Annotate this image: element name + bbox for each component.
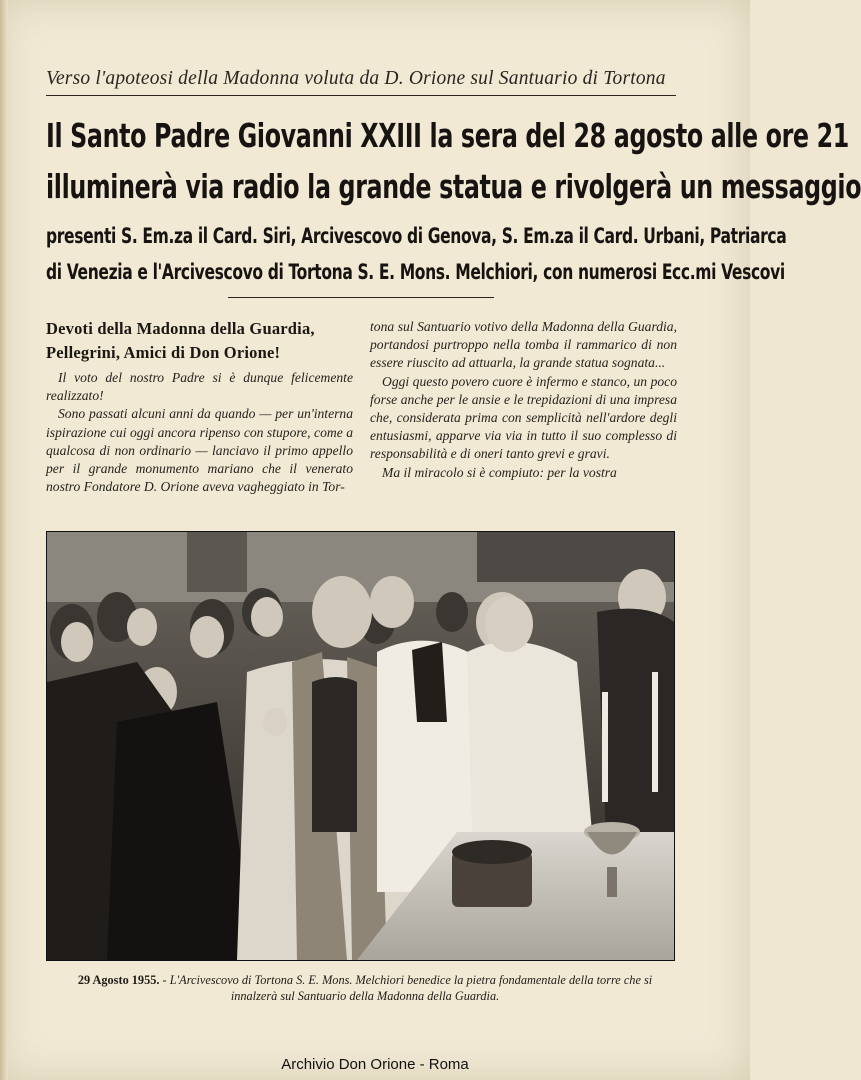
paragraph-continuation: tona sul Santuario votivo della Madonna della Guardia, portandosi purtroppo nella tomba il rammarico di non essere riuscito ad attuarla, la grande statua sognata... bbox=[370, 319, 677, 371]
caption-date: 29 Agosto 1955. bbox=[77, 973, 160, 987]
headline-divider bbox=[228, 297, 494, 298]
subhead-line-2: di Venezia e l'Arcivescovo di Tortona S. E. Mons. Melchiori, con numerosi Ecc.mi Vescovi bbox=[46, 260, 785, 284]
ceremony-photo-illustration bbox=[47, 532, 674, 960]
paragraph: Oggi questo povero cuore è infermo e stanco, un poco forse anche per le ansie e le trepidazioni di una impresa che, considerata prima con semplicità nell'ardore degli entusiasmi, apparve via via in tutto il suo complesso di responsabilità e di oneri tanto grevi e gravi. bbox=[370, 373, 677, 462]
caption-text: - L'Arcivescovo di Tortona S. E. Mons. Melchiori benedice la pietra fondamentale della torre che si innalzerà sul Santuario della Madonna della Guardia. bbox=[162, 973, 653, 1003]
article-heading-line-2: Pellegrini, Amici di Don Orione! bbox=[46, 343, 281, 362]
subhead-line-1: presenti S. Em.za il Card. Siri, Arcivescovo di Genova, S. Em.za il Card. Urbani, Patriarca bbox=[46, 224, 787, 248]
article-heading-line-1: Devoti della Madonna della Guardia, bbox=[46, 319, 315, 338]
article-column-left bbox=[46, 369, 353, 496]
article-heading bbox=[46, 317, 366, 365]
photo-caption bbox=[60, 972, 670, 1004]
paragraph: Ma il miracolo si è compiuto: per la vostra bbox=[382, 464, 617, 480]
headline-line-2: illuminerà via radio la grande statua e rivolgerà un messaggio bbox=[46, 167, 861, 206]
kicker-rule bbox=[46, 95, 676, 96]
paragraph: Il voto del nostro Padre si è dunque felicemente realizzato! bbox=[46, 370, 353, 404]
binding-edge bbox=[0, 0, 8, 1080]
headline-line-1: Il Santo Padre Giovanni XXIII la sera del 28 agosto alle ore 21 bbox=[46, 116, 849, 155]
archive-footer: Archivio Don Orione - Roma bbox=[281, 1056, 469, 1073]
ceremony-photo bbox=[46, 531, 675, 961]
article-column-right bbox=[370, 318, 677, 482]
paragraph: Sono passati alcuni anni da quando — per un'interna ispirazione cui oggi ancora ripenso con stupore, come a qualcosa di non ordinario — lanciavo il primo appello per il grande monumento mariano che il venerato nostro Fondatore D. Orione aveva vagheggiato in Tor- bbox=[46, 406, 353, 495]
kicker-title: Verso l'apoteosi della Madonna voluta da D. Orione sul Santuario di Tortona bbox=[46, 68, 666, 89]
